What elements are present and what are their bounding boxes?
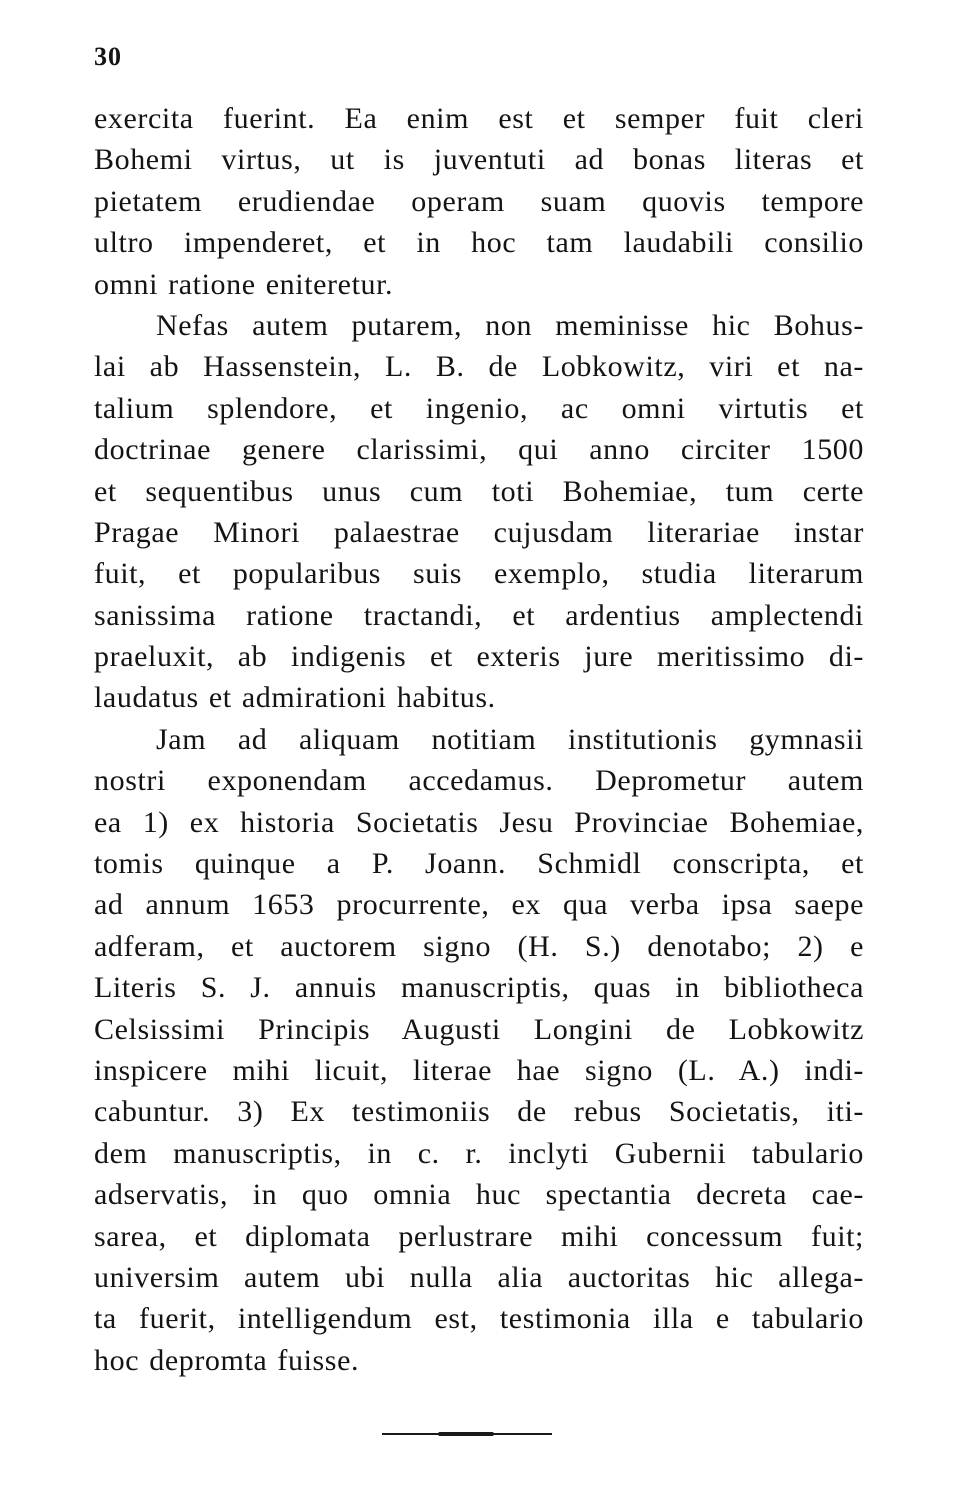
text-line: et sequentibus unus cum toti Bohemiae, tum certe xyxy=(94,474,864,508)
page-number: 30 xyxy=(94,42,122,71)
text-line: sanissima ratione tractandi, et ardentius amplectendi xyxy=(94,598,864,632)
text-line: Jam ad aliquam notitiam institutionis gymnasii xyxy=(156,722,864,756)
text-line: Nefas autem putarem, non meminisse hic Bohus- xyxy=(156,308,864,342)
text-line: nostri exponendam accedamus. Deprometur autem xyxy=(94,764,864,798)
text-line: pietatem erudiendae operam suam quovis tempore xyxy=(94,184,864,218)
text-line: talium splendore, et ingenio, ac omni virtutis et xyxy=(94,391,864,425)
text-line: tomis quinque a P. Joann. Schmidl conscripta, et xyxy=(94,847,864,881)
text-line: Literis S. J. annuis manuscriptis, quas in bibliotheca xyxy=(94,971,864,1005)
text-line: doctrinae genere clarissimi, qui anno circiter 1500 xyxy=(94,433,864,467)
text-line: laudatus et admirationi habitus. xyxy=(94,681,496,715)
text-line: fuit, et popularibus suis exemplo, studia literarum xyxy=(94,557,864,591)
text-line: lai ab Hassenstein, L. B. de Lobkowitz, viri et na- xyxy=(94,350,864,384)
text-line: hoc depromta fuisse. xyxy=(94,1343,360,1377)
text-line: ea 1) ex historia Societatis Jesu Provinciae Bohemiae, xyxy=(94,805,864,839)
text-line: adferam, et auctorem signo (H. S.) denotabo; 2) e xyxy=(94,929,864,963)
text-line: sarea, et diplomata perlustrare mihi concessum fuit; xyxy=(94,1219,864,1253)
text-line: omni ratione eniteretur. xyxy=(94,267,394,301)
text-line: inspicere mihi licuit, literae hae signo (L. A.) indi- xyxy=(94,1053,864,1087)
body-text xyxy=(94,98,864,1381)
section-divider-rule-center xyxy=(438,1432,494,1436)
text-line: universim autem ubi nulla alia auctoritas hic allega- xyxy=(94,1260,864,1294)
text-line: adservatis, in quo omnia huc spectantia decreta cae- xyxy=(94,1178,864,1212)
text-line: ad annum 1653 procurrente, ex qua verba ipsa saepe xyxy=(94,888,864,922)
text-line: ta fuerit, intelligendum est, testimonia illa e tabulario xyxy=(94,1302,864,1336)
text-line: cabuntur. 3) Ex testimoniis de rebus Societatis, iti- xyxy=(94,1095,864,1129)
text-line: exercita fuerint. Ea enim est et semper fuit cleri xyxy=(94,102,864,135)
text-line: Pragae Minori palaestrae cujusdam literariae instar xyxy=(94,515,864,549)
text-line: Celsissimi Principis Augusti Longini de Lobkowitz xyxy=(94,1012,864,1046)
text-line: praeluxit, ab indigenis et exteris jure meritissimo di- xyxy=(94,640,864,674)
text-line: dem manuscriptis, in c. r. inclyti Gubernii tabulario xyxy=(94,1136,864,1170)
text-line: Bohemi virtus, ut is juventuti ad bonas literas et xyxy=(94,143,864,177)
text-line: ultro impenderet, et in hoc tam laudabili consilio xyxy=(94,226,864,260)
